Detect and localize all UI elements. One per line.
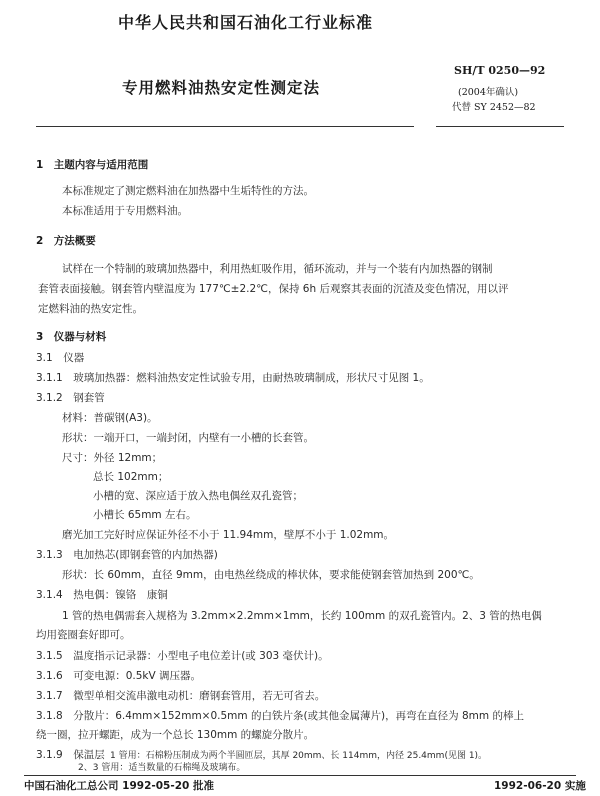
steel-tube-slot-length: 小槽长 65mm 左右。 <box>93 509 197 521</box>
section-2-line-1: 试样在一个特制的玻璃加热器中，利用热虹吸作用，循环流动，并与一个装有内加热器的钢制 <box>62 263 493 275</box>
clause-3-1-8-line-1: 3.1.8 分散片：6.4mm×152mm×0.5mm 的白铁片条(或其他金属薄片)，再弯在直径为 8mm 的棒上 <box>36 710 524 722</box>
machining-requirement: 磨光加工完好时应保证外径不小于 11.94mm，壁厚不小于 1.02mm。 <box>62 529 395 541</box>
clause-3-1-9: 3.1.9 保温层 <box>36 749 105 761</box>
section-1-para-2: 本标准适用于专用燃料油。 <box>62 205 188 217</box>
section-2-line-2: 套管表面接触。钢套管内壁温度为 177℃±2.2℃，保持 6h 后观察其表面的沉渣及变色情况，用以评 <box>38 283 509 295</box>
section-1-para-1: 本标准规定了测定燃料油在加热器中生垢特性的方法。 <box>62 185 314 197</box>
footer-rule <box>24 775 576 776</box>
steel-tube-slot: 小槽的宽、深应适于放入热电偶丝双孔瓷管； <box>93 490 303 502</box>
clause-3-1-5: 3.1.5 温度指示记录器：小型电子电位差计(或 303 毫伏计)。 <box>36 650 329 662</box>
clause-3-1-3: 3.1.3 电加热芯(即钢套管的内加热器) <box>36 549 218 561</box>
approval-note: 中国石油化工总公司 1992-05-20 批准 <box>24 780 214 792</box>
section-2-line-3: 定燃料油的热安定性。 <box>38 303 143 315</box>
steel-tube-length: 总长 102mm； <box>93 471 169 483</box>
clause-3-1-6: 3.1.6 可变电源：0.5kV 调压器。 <box>36 670 202 682</box>
clause-3-1-4: 3.1.4 热电偶：镍铬 康铜 <box>36 589 168 601</box>
clause-3-1-8-line-2: 绕一圈，拉开螺距，成为一个总长 130mm 的螺旋分散片。 <box>36 729 315 741</box>
insulation-tube-1: 1 管用：石棉粉压制成为两个半圆匝层，其厚 20mm、长 114mm，内径 25.4mm(见图 1)。 <box>110 751 488 761</box>
clause-3-1-7: 3.1.7 微型单相交流串激电动机：磨钢套管用，若无可省去。 <box>36 690 326 702</box>
document-title: 专用燃料油热安定性测定法 <box>122 79 321 97</box>
clause-3-1: 3.1 仪器 <box>36 352 85 364</box>
clause-3-1-1: 3.1.1 玻璃加热器：燃料油热安定性试验专用，由耐热玻璃制成，形状尺寸见图 1。 <box>36 372 430 384</box>
steel-tube-shape: 形状：一端开口，一端封闭，内壁有一小槽的长套管。 <box>62 432 314 444</box>
confirmation-note: (2004年确认) <box>458 87 519 98</box>
section-2-heading: 2 方法概要 <box>36 235 96 247</box>
thermocouple-line-2: 均用瓷圈套好即可。 <box>36 629 131 641</box>
thermocouple-line-1: 1 管的热电偶需套入规格为 3.2mm×2.2mm×1mm，长约 100mm 的双孔瓷管内。2、3 管的热电偶 <box>62 610 542 622</box>
steel-tube-material: 材料：普碳钢(A3)。 <box>62 412 158 424</box>
heater-core-description: 形状：长 60mm，直径 9mm，由电热丝绕成的棒状体，要求能使钢套管加热到 200℃。 <box>62 569 480 581</box>
implementation-note: 1992-06-20 实施 <box>494 780 586 792</box>
insulation-tube-2: 2、3 管用：适当数量的石棉绳及玻璃布。 <box>78 763 246 773</box>
header-rule-left <box>36 126 414 127</box>
steel-tube-dimension: 尺寸：外径 12mm； <box>62 452 163 464</box>
clause-3-1-2: 3.1.2 钢套管 <box>36 392 105 404</box>
section-1-heading: 1 主题内容与适用范围 <box>36 159 149 171</box>
header-rule-right <box>436 126 564 127</box>
standard-code: SH/T 0250—92 <box>454 64 546 77</box>
standard-category-header: 中华人民共和国石油化工行业标准 <box>118 13 374 32</box>
section-3-heading: 3 仪器与材料 <box>36 331 107 343</box>
replaces-note: 代替 SY 2452—82 <box>452 102 536 113</box>
